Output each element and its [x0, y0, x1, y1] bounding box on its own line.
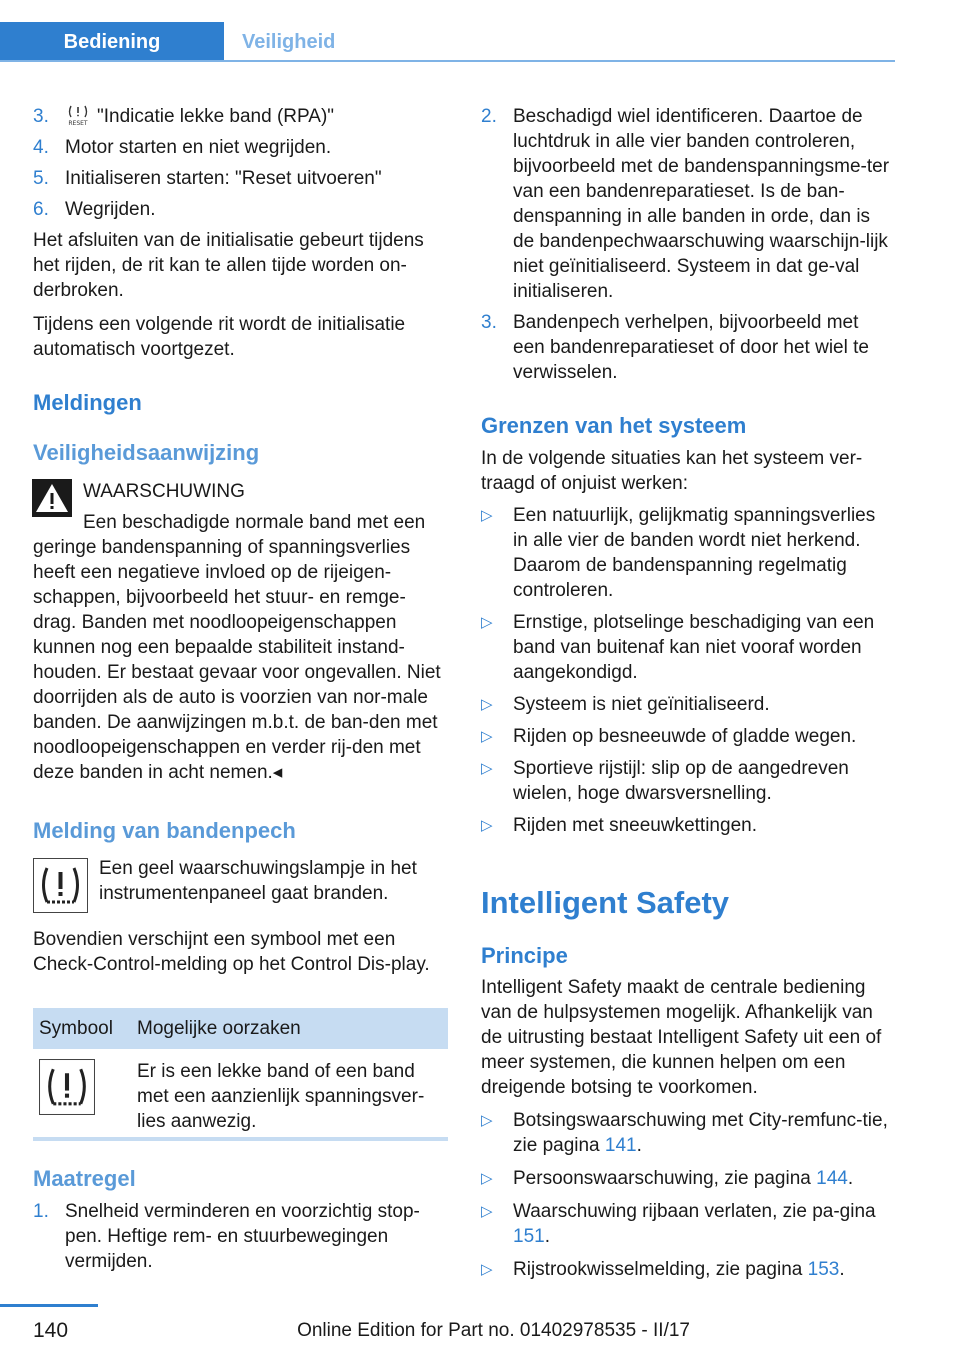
step-number: 1. — [33, 1201, 49, 1222]
step-number: 3. — [33, 106, 49, 127]
grenzen-list — [481, 503, 895, 845]
step-text: Bandenpech verhelpen, bijvoorbeeld met een bandenreparatieset of door het wiel te verwisselen. — [513, 312, 869, 383]
warning-label: WAARSCHUWING — [83, 481, 245, 502]
list-item — [33, 135, 448, 160]
table-row — [33, 1049, 448, 1144]
page-number: 140 — [33, 1319, 69, 1342]
header-rule — [0, 60, 895, 62]
bullet-triangle-icon: ▷ — [481, 1112, 493, 1129]
bullet-triangle-icon: ▷ — [481, 696, 493, 713]
step-text: Initialiseren starten: "Reset uitvoeren" — [65, 168, 382, 189]
tab-veiligheid[interactable]: Veiligheid — [242, 30, 336, 53]
paragraph: Intelligent Safety maakt de centrale bediening van de hulpsystemen mogelijk. Afhankelijk van de uitrusting bestaat Intelligent Safety uit een of meer systemen, die kunnen helpen om een dreigende botsing te voorkomen. — [481, 977, 882, 1098]
list-item: ▷ Rijden op besneeuwde of gladde wegen. — [481, 726, 857, 747]
step-text: Motor starten en niet wegrijden. — [65, 137, 332, 158]
heading-veiligheidsaanwijzing: Veiligheidsaanwijzing — [33, 440, 260, 465]
step-text: Snelheid verminderen en voorzichtig stop-pen. Heftige rem- en stuurbewegingen vermijden. — [65, 1201, 420, 1272]
list-item: ▷ Ernstige, plotselinge beschadiging van een band van buitenaf kan niet vooraf worden aangekondigd. — [481, 612, 875, 683]
list-item — [481, 310, 895, 385]
bullet-triangle-icon: ▷ — [481, 1170, 493, 1187]
list-item: ▷ Systeem is niet geïnitialiseerd. — [481, 694, 770, 715]
warning-text: Een beschadigde normale band met een geringe bandenspanning of spanningsverlies heeft een negatieve invloed op de rijeigen-schappen, bijvoorbeeld het stuur- en remge-drag. Banden met noodloopeigenschappen kunnen nog een bepaalde stabiliteit instand-houden. Er bestaat gevaar voor ongevallen. Niet doorrijden als de auto is voorzien van nor-male banden. De aanwijzingen m.b.t. de ban-den met noodloopeigenschappen en verder rij-den met deze banden in acht nemen.◂ — [33, 512, 441, 783]
heading-intelligent-safety: Intelligent Safety — [481, 885, 730, 920]
bullet-triangle-icon: ▷ — [481, 614, 493, 631]
tire-pressure-warning-icon — [33, 858, 88, 913]
step-number: 3. — [481, 312, 497, 333]
table-header: Symbool — [33, 1008, 131, 1049]
list-item: ▷ Een natuurlijk, gelijkmatig spanningsverlies in alle vier de banden wordt niet herkend. Daarom de bandenspanning regelmatig controleren. — [481, 505, 876, 601]
table-rule — [33, 1137, 448, 1141]
step-number: 5. — [33, 168, 49, 189]
step-number: 2. — [481, 106, 497, 127]
paragraph: Tijdens een volgende rit wordt de initialisatie automatisch voortgezet. — [33, 314, 406, 360]
table-header: Mogelijke oorzaken — [131, 1008, 448, 1049]
heading-melding-bandenpech: Melding van bandenpech — [33, 818, 296, 843]
bullet-triangle-icon: ▷ — [481, 507, 493, 524]
page-link[interactable]: 141 — [604, 1135, 637, 1156]
edition-footer: Online Edition for Part no. 01402978535 - II/17 — [297, 1320, 690, 1341]
rpa-reset-icon — [65, 104, 91, 126]
step-text: Wegrijden. — [65, 199, 156, 220]
table-cell: Er is een lekke band of een band met een aanzienlijk spanningsver-lies aanwezig. — [137, 1061, 425, 1132]
footer-rule — [0, 1304, 98, 1307]
heading-grenzen: Grenzen van het systeem — [481, 413, 747, 438]
step-number: 4. — [33, 137, 49, 158]
page-link[interactable]: 151 — [513, 1226, 545, 1247]
step-text: "Indicatie lekke band (RPA)" — [97, 106, 335, 127]
list-item: ▷ Botsingswaarschuwing met City-remfunc-tie, zie pagina 141. — [481, 1110, 888, 1156]
step-text: Beschadigd wiel identificeren. Daartoe de luchtdruk in alle vier banden controleren, bijvoorbeeld met de bandenspanningsme-ter van een bandenreparatieset. Is de ban-denspanning in alle banden in orde, dan is de bandenpechwaarschuwing waarschijn-lijk niet geïnitialiseerd. Systeem in dat ge-val initialiseren. — [513, 106, 890, 302]
bullet-triangle-icon: ▷ — [481, 1203, 493, 1220]
list-item: ▷ Rijden met sneeuwkettingen. — [481, 815, 757, 836]
paragraph: In de volgende situaties kan het systeem ver-traagd of onjuist werken: — [481, 448, 863, 494]
list-item: ▷ Persoonswaarschuwing, zie pagina 144. — [481, 1168, 854, 1189]
bullet-triangle-icon: ▷ — [481, 1261, 493, 1278]
bullet-triangle-icon: ▷ — [481, 817, 493, 834]
tire-pressure-warning-icon — [39, 1059, 95, 1115]
heading-maatregel: Maatregel — [33, 1166, 136, 1191]
step-number: 6. — [33, 199, 49, 220]
list-item — [33, 104, 448, 129]
list-item — [33, 197, 448, 222]
page-link[interactable]: 153 — [807, 1259, 840, 1280]
safety-list — [481, 1108, 895, 1290]
list-item: ▷ Sportieve rijstijl: slip op de aangedreven wielen, hoge dwarsversnelling. — [481, 758, 849, 804]
list-item — [33, 166, 448, 191]
list-item: ▷ Rijstrookwisselmelding, zie pagina 153. — [481, 1259, 845, 1280]
heading-principe: Principe — [481, 943, 568, 968]
tab-bediening[interactable]: Bediening — [0, 22, 224, 62]
left-column — [33, 104, 448, 371]
heading-meldingen: Meldingen — [33, 390, 142, 415]
bullet-triangle-icon: ▷ — [481, 760, 493, 777]
list-item: ▷ Waarschuwing rijbaan verlaten, zie pa-gina 151. — [481, 1201, 876, 1247]
pech-text: Een geel waarschuwingslampje in het instrumentenpaneel gaat branden. — [99, 858, 417, 904]
right-column — [481, 104, 895, 391]
symbol-table — [33, 1008, 448, 1144]
paragraph: Bovendien verschijnt een symbool met een Check-Control-melding op het Control Dis-play. — [33, 929, 430, 975]
paragraph: Het afsluiten van de initialisatie gebeurt tijdens het rijden, de rit kan te allen tijde worden on-derbroken. — [33, 230, 424, 301]
page-link[interactable]: 144 — [816, 1168, 848, 1189]
svg-text:RESET: RESET — [68, 120, 88, 126]
list-item — [33, 1199, 448, 1274]
list-item — [481, 104, 895, 304]
bullet-triangle-icon: ▷ — [481, 728, 493, 745]
